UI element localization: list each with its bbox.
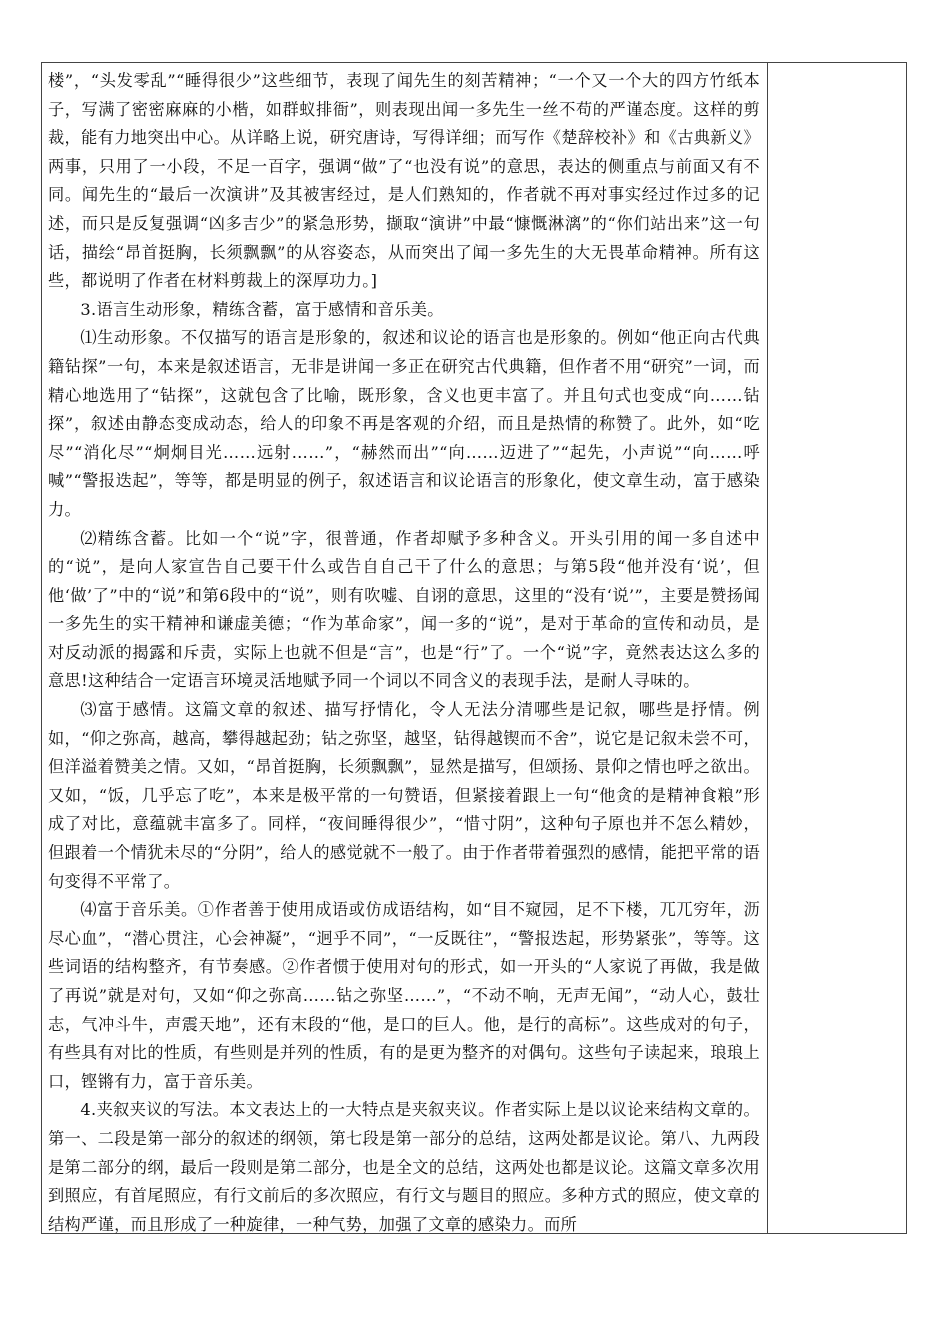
notes-column xyxy=(768,63,906,1233)
paragraph-point-3-2: ⑵精练含蓄。比如一个“说”字，很普通，作者却赋予多种含义。开头引用的闻一多自述中的“说”，是向人家宣告自己要干什么或告自自己干了什么的意思；与第5段“他并没有‘说’，但他‘做’了”中的“说”和第6段中的“说”，则有吹嘘、自诩的意思，这里的“没有‘说’”，主要是赞扬闻一多先生的实干精神和谦虚美德；“作为革命家”，闻一多的“说”，是对于革命的宣传和动员，是对反动派的揭露和斥责，实际上也就不但是“言”，也是“行”了。一个“说”字，竟然表达这么多的意思!这种结合一定语言环境灵活地赋予同一个词以不同含义的表现手法，是耐人寻味的。 xyxy=(48,528,760,691)
content-table xyxy=(41,62,907,1234)
paragraph-point-3-1: ⑴生动形象。不仅描写的语言是形象的，叙述和议论的语言也是形象的。例如“他正向古代典籍钻探”一句，本来是叙述语言，无非是讲闻一多正在研究古代典籍，但作者不用“研究”一词，而精心地选用了“钻探”，这就包含了比喻，既形象，含义也更丰富了。并且句式也变成“向……钻探”，叙述由静态变成动态，给人的印象不再是客观的介绍，而且是热情的称赞了。此外，如“吃尽”“消化尽”“炯炯目光……远射……”，“赫然而出”“向……迈进了”“起先，小声说”“向……呼喊”“警报迭起”，等等，都是明显的例子，叙述语言和议论语言的形象化，使文章生动，富于感染力。 xyxy=(48,328,760,519)
paragraph-point-3-4: ⑷富于音乐美。①作者善于使用成语或仿成语结构，如“目不窥园，足不下楼，兀兀穷年，沥尽心血”，“潜心贯注，心会神凝”，“迥乎不同”，“一反既往”，“警报迭起，形势紧张”，等等。这些词语的结构整齐，有节奏感。②作者惯于使用对句的形式，如一开头的“人家说了再做，我是做了再说”就是对句，又如“仰之弥高……钻之弥坚……”，“不动不响，无声无闻”，“动人心，鼓壮志，气冲斗牛，声震天地”，还有末段的“他，是口的巨人。他，是行的高标”。这些成对的句子，有些具有对比的性质，有些则是并列的性质，有的是更为整齐的对偶句。这些句子读起来，琅琅上口，铿锵有力，富于音乐美。 xyxy=(48,900,760,1091)
text-column xyxy=(48,67,760,1239)
paragraph-continued: 楼”，“头发零乱”“睡得很少”这些细节，表现了闻先生的刻苦精神；“一个又一个大的四方竹纸本子，写满了密密麻麻的小楷，如群蚁排衙”，则表现出闻一多先生一丝不苟的严谨态度。这样的剪裁，能有力地突出中心。从详略上说，研究唐诗，写得详细；而写作《楚辞校补》和《古典新义》两事，只用了一小段，不足一百字，强调“做”了“也没有说”的意思，表达的侧重点与前面又有不同。闻先生的“最后一次演讲”及其被害经过，是人们熟知的，作者就不再对事实经过作过多的记述，而只是反复强调“凶多吉少”的紧急形势，撷取“演讲”中最“慷慨淋漓”的“你们站出来”这一句话，描绘“昂首挺胸，长须飘飘”的从容姿态，从而突出了闻一多先生的大无畏革命精神。所有这些，都说明了作者在材料剪裁上的深厚功力。] xyxy=(48,71,760,291)
paragraph-point-3-heading: 3.语言生动形象，精练含蓄，富于感情和音乐美。 xyxy=(80,299,444,319)
paragraph-point-4: 4.夹叙夹议的写法。本文表达上的一大特点是夹叙夹议。作者实际上是以议论来结构文章的。第一、二段是第一部分的叙述的纲领，第七段是第一部分的总结，这两处都是议论。第八、九两段是第二部分的纲，最后一段则是第二部分，也是全文的总结，这两处也都是议论。这篇文章多次用到照应，有首尾照应，有行文前后的多次照应，有行文与题目的照应。多种方式的照应，使文章的结构严谨，而且形成了一种旋律，一种气势，加强了文章的感染力。而所 xyxy=(48,1100,760,1234)
paragraph-point-3-3: ⑶富于感情。这篇文章的叙述、描写抒情化，令人无法分清哪些是记叙，哪些是抒情。例如，“仰之弥高，越高，攀得越起劲；钻之弥坚，越坚，钻得越锲而不舍”，说它是记叙未尝不可，但洋溢着赞美之情。又如，“昂首挺胸，长须飘飘”，显然是描写，但颂扬、景仰之情也呼之欲出。又如，“饭，几乎忘了吃”，本来是极平常的一句赞语，但紧接着跟上一句“他贪的是精神食粮”形成了对比，意蕴就丰富多了。同样，“夜间睡得很少”，“惜寸阴”，这种句子原也并不怎么精妙，但跟着一个情犹未尽的“分阴”，给人的感觉就不一般了。由于作者带着强烈的感情，能把平常的语句变得不平常了。 xyxy=(48,700,760,891)
